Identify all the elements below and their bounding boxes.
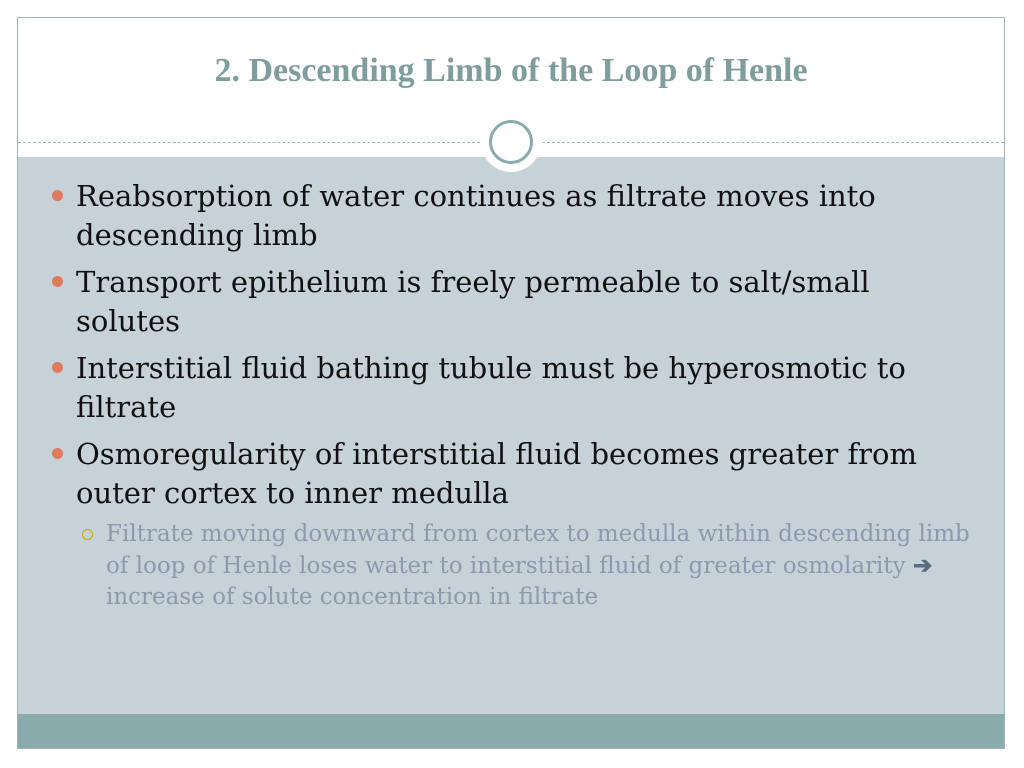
bullet-dot-icon xyxy=(52,448,63,459)
bullet-item xyxy=(52,263,982,341)
sub-bullet-text-after-arrow: increase of solute concentration in filtrate xyxy=(106,584,599,610)
sub-bullet-ring-icon xyxy=(82,529,93,540)
bullet-dot-icon xyxy=(52,362,63,373)
ring-ornament-icon xyxy=(489,120,533,164)
bullet-list xyxy=(52,177,982,621)
bullet-dot-icon xyxy=(52,190,63,201)
footer-band xyxy=(18,714,1004,748)
content-area xyxy=(18,157,1004,716)
sub-bullet-item xyxy=(76,519,982,613)
sub-bullet-list xyxy=(76,519,982,613)
bullet-item xyxy=(52,349,982,427)
bullet-text: Interstitial fluid bathing tubule must be hyperosmotic to filtrate xyxy=(76,351,906,424)
sub-bullet-text-before-arrow: Filtrate moving downward from cortex to medulla within descending limb of loop of Henle loses water to interstitial fluid of greater osmolarity xyxy=(106,521,970,579)
right-arrow-icon: ➔ xyxy=(912,552,933,579)
slide xyxy=(17,17,1005,749)
bullet-text: Reabsorption of water continues as filtrate moves into descending limb xyxy=(76,179,876,252)
bullet-item xyxy=(52,435,982,613)
bullet-item xyxy=(52,177,982,255)
bullet-text: Osmoregularity of interstitial fluid becomes greater from outer cortex to inner medulla xyxy=(76,437,917,510)
slide-title: 2. Descending Limb of the Loop of Henle xyxy=(214,52,808,89)
bullet-dot-icon xyxy=(52,276,63,287)
bullet-text: Transport epithelium is freely permeable to salt/small solutes xyxy=(76,265,870,338)
